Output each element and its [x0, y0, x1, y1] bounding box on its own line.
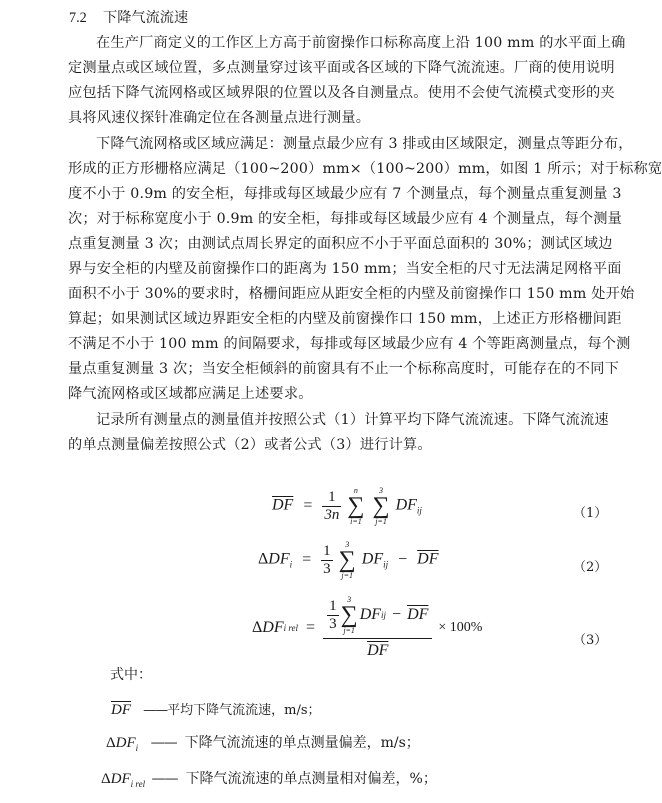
numerator: 1	[323, 542, 331, 559]
sum-upper: 3	[345, 540, 350, 549]
text-line: 形成的正方形栅格应满足（100~200）mm×（100~200）mm，如图 1 所示；对于标称宽	[68, 161, 662, 177]
df-term: DF	[359, 606, 382, 623]
text-line: 降气流网格或区域都应满足上述要求。	[68, 386, 313, 402]
text-line: 在生产厂商定义的工作区上方高于前窗操作口标称高度上沿 100 mm 的水平面上确	[96, 35, 626, 51]
big-fraction	[323, 595, 432, 660]
text-line: 界与安全柜的内壁及前窗操作口的距离为 150 mm；当安全柜的尺寸无法满足网格平面	[68, 261, 622, 277]
text-line: 面积不小于 30%的要求时，格栅间距应从距安全柜的内壁及前窗操作口 150 mm 处开始	[68, 286, 635, 302]
sum-upper: 3	[379, 486, 384, 495]
sum-lower: j=1	[341, 571, 354, 580]
df-term: DF	[361, 550, 384, 568]
text-line: 应包括下降气流网格或区域界限的位置以及各自测量点。使用不会使气流模式变形的夹	[68, 85, 615, 101]
numerator: 1	[329, 597, 337, 614]
equals-sign: =	[302, 550, 312, 568]
delta-symbol: Δ	[106, 735, 116, 751]
definition-mean-df	[111, 699, 321, 722]
text-line: 算起；如果测试区域边界距安全柜的内壁及前窗操作口 150 mm，上述正方形格栅间距	[68, 311, 622, 327]
fraction	[321, 543, 333, 578]
sigma-symbol: ∑	[372, 493, 390, 519]
equation-2	[258, 540, 438, 580]
sum-upper: n	[353, 486, 358, 495]
summation-j	[372, 486, 389, 526]
text-line: 记录所有测量点的测量值并按照公式（1）计算平均下降气流流速。下降气流流速	[96, 412, 609, 428]
df-term: DF	[395, 496, 417, 514]
df-symbol: DF	[110, 771, 131, 787]
minus-sign: −	[398, 550, 408, 568]
definition-text: 平均下降气流流速，m/s；	[167, 703, 321, 718]
subscript: ij	[381, 610, 387, 620]
sum-upper: 3	[347, 595, 352, 604]
where-label: 式中：	[110, 667, 152, 683]
subscript: i rel	[283, 622, 299, 633]
text-line: 下降气流网格或区域应满足：测量点最少应有 3 排或由区域限定，测量点等距分布，	[96, 136, 633, 152]
sum-lower: j=1	[375, 517, 387, 526]
subscript: ij	[416, 505, 422, 516]
mean-df-symbol: $\overline{DF}$	[417, 550, 439, 568]
delta-symbol: Δ	[252, 618, 263, 636]
section-number: 7.2	[69, 10, 87, 26]
denominator: 3	[323, 560, 331, 577]
sigma-symbol: ∑	[338, 547, 356, 573]
fraction	[322, 489, 341, 524]
summation-i	[347, 486, 364, 526]
equation-number-2: （2）	[573, 560, 608, 575]
equation-3	[252, 595, 482, 660]
summation-j	[339, 540, 356, 580]
subscript: ij	[383, 559, 389, 570]
mean-df-symbol: $\overline{DF}$	[367, 642, 389, 659]
text-line: 具将风速仪探针准确定位在各测量点进行测量。	[68, 110, 371, 126]
sum-lower: i=1	[350, 517, 362, 526]
text-line: 次；对于标称宽度小于 0.9m 的安全柜，每排或每区域最少应有 4 个测量点，每个测量	[68, 211, 623, 227]
definition-delta-df-rel	[101, 768, 437, 795]
text-line: 量点重复测量 3 次；当安全柜倾斜的前窗具有不止一个标称高度时，可能存在的不同下	[68, 361, 619, 377]
equals-sign: =	[306, 618, 316, 636]
definition-text: 下降气流流速的单点测量偏差，m/s；	[184, 735, 420, 751]
delta-symbol: Δ	[101, 771, 111, 787]
mean-df-symbol: $\overline{DF}$	[272, 496, 294, 514]
em-dash: ——	[151, 771, 178, 787]
mean-df-symbol: $\overline{DF}$	[407, 606, 429, 623]
equation-1	[272, 486, 422, 526]
big-denominator	[323, 638, 432, 660]
summation-j	[341, 595, 358, 635]
denominator: 3	[329, 615, 337, 632]
mean-df-symbol: $\overline{DF}$	[111, 702, 131, 718]
sigma-symbol: ∑	[340, 602, 358, 628]
subscript: i	[135, 743, 139, 753]
text-line: 的单点测量偏差按照公式（2）或者公式（3）进行计算。	[68, 437, 432, 453]
big-numerator	[323, 595, 432, 638]
denominator: 3n	[324, 506, 340, 523]
minus-sign: −	[392, 606, 402, 623]
equals-sign: =	[303, 496, 313, 514]
sigma-symbol: ∑	[347, 493, 365, 519]
em-dash: ——	[143, 703, 168, 718]
equation-number-3: （3）	[573, 633, 608, 648]
text-line: 度不小于 0.9m 的安全柜，每排或每区域最少应有 7 个测量点，每个测量点重复测量 3	[68, 186, 622, 202]
times-100-percent: × 100%	[438, 619, 483, 635]
section-title: 下降气流流速	[103, 10, 189, 26]
numerator: 1	[328, 488, 336, 505]
text-line: 点重复测量 3 次；由测试点周长界定的面积应不小于平面总面积的 30%；测试区域边	[68, 236, 613, 252]
df-symbol: DF	[268, 550, 290, 568]
em-dash: ——	[150, 735, 177, 751]
text-line: 定测量点或区域位置，多点测量穿过该平面或各区域的下降气流流速。厂商的使用说明	[68, 60, 615, 76]
subscript: i rel	[130, 779, 146, 789]
delta-symbol: Δ	[258, 550, 269, 568]
subscript: i	[289, 559, 293, 570]
sum-lower: j=1	[343, 626, 355, 635]
section-heading	[69, 6, 188, 31]
definition-delta-df-i	[106, 732, 420, 759]
text-line: 不满足不小于 100 mm 的间隔要求，每排或每区域最少应有 4 个等距离测量点，每个测	[68, 336, 631, 352]
df-symbol: DF	[262, 618, 284, 636]
fraction	[327, 598, 339, 633]
definition-text: 下降气流流速的单点测量相对偏差，%；	[185, 771, 437, 787]
df-symbol: DF	[115, 735, 136, 751]
equation-number-1: （1）	[573, 506, 608, 521]
